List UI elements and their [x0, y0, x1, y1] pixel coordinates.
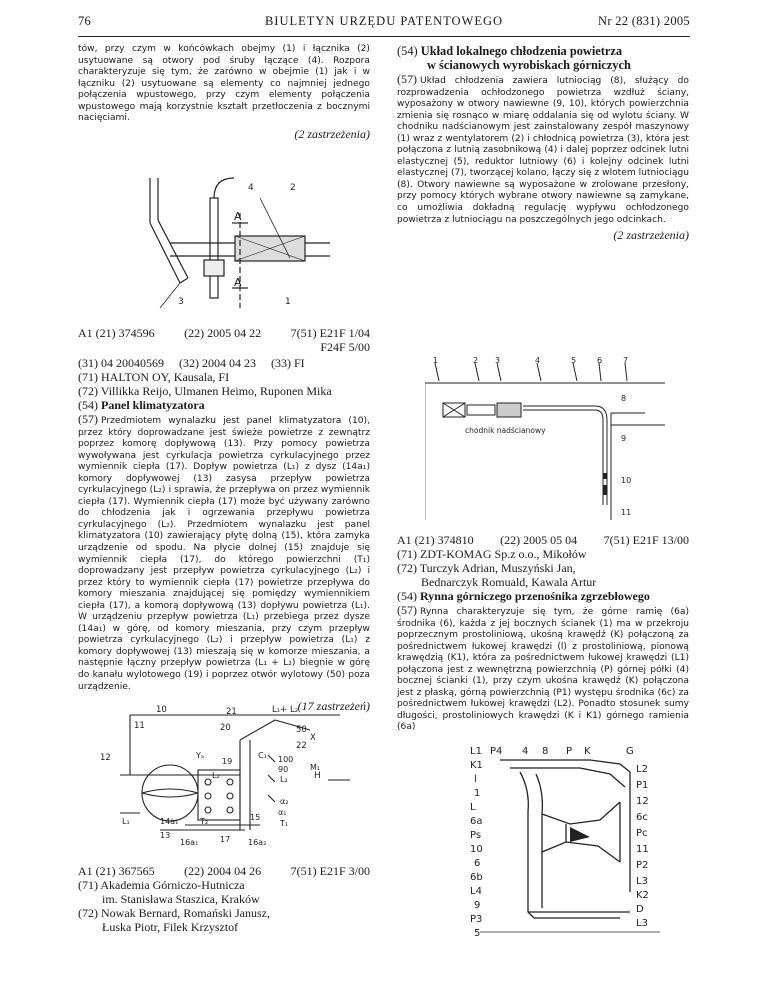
entry3-inventors1: (72) Nowak Bernard, Romański Janusz,: [78, 906, 270, 920]
header-rule: [78, 36, 690, 37]
fig4-G: G: [626, 746, 634, 757]
entry2-priority: [78, 356, 370, 370]
fig2-x: X: [310, 733, 316, 743]
entry4-a1: A1 (21) 374810: [397, 533, 474, 547]
fig2-50: 50: [296, 725, 307, 735]
fig4-6: 6: [474, 858, 481, 869]
fig2-t1: T₁: [280, 819, 289, 828]
fig2-t2: T₂: [200, 817, 209, 826]
fig1-label-a-top: A: [234, 210, 242, 223]
fig2-17: 17: [220, 835, 231, 844]
intro-text: tów, przy czym w końcówkach obejmy (1) i łącznika (2) usytuowane są otwory pod śruby łączące (4). Rozpora charakteryzuje się tym, że zarówno w obejmie (1) jak i w łączniku (2) usytuowane są elementy co najmniej jednego połączenia wpustowego, przy czym elementy połączenia wpustowego mają korzystnie kształt przetłoczenia z bocznymi nacięciami.: [78, 44, 370, 124]
figure-cooling-system: [425, 355, 675, 525]
fig2-c1: C₁: [258, 751, 267, 760]
fig1-label-2: 2: [290, 183, 296, 193]
fig4-9: 9: [474, 900, 481, 911]
fig3-4: 4: [535, 356, 541, 365]
entry4-inventors2: Bednarczyk Romuald, Kawala Artur: [421, 575, 597, 589]
entry4-abstract-code: (57): [397, 603, 417, 617]
fig3-2: 2: [473, 356, 479, 365]
entry1-abstract-text: Układ chłodzenia zawiera lutniociąg (8), służący do rozprowadzenia ochłodzonego powietrza wzdłuż ściany, wyposażony w otwory nawiewne (9, 10), których powierzchnia zmienia się rosnąco w miarę oddalania się od wylotu ściany. W chodniku nadścianowym jest zainstalowany zespół maszynowy (1) wraz z wentylatorem (2) i chłodnicą powietrza (3), która jest połączona z lutnią zasobnikową (4) i dalej poprzez odcinek lutni elastycznej (5), reduktor lutniowy (6) i kolejny odcinek lutni elastycznej (7), tworzącej kolano, łączy się z wlotem lutniociągu (8). Otwory nawiewne są wyposażone w zrolowane przesłony, przy pomocy których wybrane otwory nawiewne są zamykane, co umożliwia dokładną regulację wypływu ochłodzonego powietrza z lutniociągu na poszczególnych jego odcinkach.: [397, 76, 689, 225]
entry2-prio33: (33) FI: [271, 356, 305, 370]
fig2-l1l2: L₁+ L₂: [272, 705, 299, 715]
fig4-L1: L1: [470, 746, 482, 757]
fig2-90: 90: [278, 765, 289, 774]
entry2-ipc2: F24F 5/00: [320, 340, 370, 354]
fig3-11: 11: [621, 508, 632, 517]
fig4-P3: P3: [470, 914, 483, 925]
fig2-10: 10: [156, 705, 167, 715]
entry4-title: [397, 589, 689, 603]
fig3-7: 7: [623, 356, 629, 365]
fig2-15: 15: [250, 813, 261, 822]
fig2-100: 100: [278, 755, 294, 764]
entry3-first-line: [78, 864, 370, 878]
entry2-first-line: [78, 326, 370, 340]
fig4-L2: L2: [636, 764, 648, 775]
entry1-abstract: [397, 74, 689, 226]
entry2-prio32: (32) 2004 04 23: [179, 356, 256, 370]
entry4-ipc: 7(51) E21F 13/00: [603, 533, 689, 547]
entry4-abstract: [397, 605, 689, 734]
entry3-date22: (22) 2004 04 26: [184, 864, 262, 878]
fig1-label-3: 3: [178, 297, 184, 307]
entry1-title-line2: w ścianowych wyrobiskach górniczych: [427, 58, 631, 72]
fig2-11: 11: [134, 721, 145, 731]
fig4-Ps: Ps: [470, 830, 482, 841]
entry2-abstract: [78, 414, 370, 693]
entry4-first-line: [397, 533, 689, 547]
fig4-D: D: [636, 904, 644, 915]
entry4-date22: (22) 2005 05 04: [500, 533, 578, 547]
fig4-K1: K1: [470, 760, 483, 771]
fig2-22: 22: [296, 741, 307, 751]
right-column-entry1: [397, 44, 689, 247]
entry4-title-code: (54): [397, 589, 417, 603]
fig3-9: 9: [621, 434, 627, 443]
entry2-a1: A1 (21) 374596: [78, 326, 155, 340]
fig4-5: 5: [474, 928, 481, 938]
entry2-title-text: Panel klimatyzatora: [101, 398, 205, 412]
fig2-l2a: L₂: [212, 771, 220, 780]
fig4-1: 1: [474, 788, 481, 799]
figure-panel-klimatyzatora: [100, 700, 360, 860]
fig2-16a2: 16a₂: [248, 838, 267, 847]
fig4-6c: 6c: [636, 812, 648, 823]
fig4-l: l: [474, 774, 477, 785]
page-number: 76: [78, 14, 92, 28]
entry2-inventors: (72) Villikka Reijo, Ulmanen Heimo, Ruponen Mika: [78, 384, 332, 398]
figure-bracket: [140, 168, 340, 318]
fig2-h: H: [314, 771, 321, 781]
entry3-ipc: 7(51) E21F 3/00: [290, 864, 370, 878]
entry2-applicant: (71) HALTON OY, Kausala, FI: [78, 370, 230, 384]
entry3-applicant2: im. Stanisława Staszica, Kraków: [102, 892, 260, 906]
fig2-16a1: 16a₁: [180, 838, 199, 847]
entry2-ipc1: 7(51) E21F 1/04: [290, 326, 370, 340]
fig4-12: 12: [636, 796, 649, 807]
entry1-abstract-code: (57): [397, 72, 417, 86]
entry-374810: [397, 533, 689, 734]
entry2-abstract-text: Przedmiotem wynalazku jest panel klimatyzatora (10), przez który doprowadzane jest świeże powietrze z zewnątrz poprzez komorę dopływową (13). Przy pomocy powietrza wywoływana jest cyrkulacja powietrza cyrkulacyjnego przez wymiennik ciepła (17). Dopływ powietrza (L₁) z dysz (14a₁) komory dopływowej (13) zasysa przepływ powietrza cyrkulacyjnego (L₂) i sprawia, że przepływa on przez wymiennik ciepła (17). Wymiennik ciepła (17) może być używany zarówno do chłodzenia jak i ogrzewania przepływu powietrza cyrkulacyjnego (L₂). Przedmiotem wynalazku jest panel klimatyzatora (10) zawierający płytę dolną (15), która zamyka urządzenie od spodu. Na płycie dolnej (15) znajduje się wymiennik ciepła (17), do którego powierzchni (T₁) doprowadzany jest przepływ powietrza cyrkulacyjnego (L₂) i przez który to wymiennik ciepła (17) powietrze przepływa do komory mieszania znajdującej się pomiędzy wymiennikiem ciepła (17), a komorą dopływową (13) dopływu powietrza (L₁). W urządzeniu przepływ powietrza (L₁) przebiega przez dysze (14a₁) w górę, od komory mieszania, przy czym przepływ powietrza cyrkulacyjnego (L₂) i przepływ powietrza (L₁) z komory dopływowej (13) mieszają się w komorze mieszania, a następnie łączny przepływ powietrza (L₁ + L₂) biegnie w górę do kanału wylotowego (19) i poprzez otwór wylotowy (50) poza urządzenie.: [78, 416, 370, 692]
entry-367565: [78, 864, 370, 934]
entry1-claims: (2 zastrzeżenia): [613, 228, 689, 243]
fig2-m1: M₁: [310, 763, 321, 772]
entry2-date22: (22) 2005 04 22: [184, 326, 262, 340]
fig2-alpha2: α₂: [280, 797, 289, 806]
left-column: [78, 44, 370, 146]
entry2-title: [78, 398, 370, 412]
fig4-Lb: L: [470, 802, 476, 813]
page-header: [78, 14, 690, 34]
fig4-4: 4: [522, 746, 529, 757]
entry2-prio31: (31) 04 20040569: [78, 356, 164, 370]
issue-number: Nr 22 (831) 2005: [598, 14, 690, 28]
entry2-claims: (17 zastrzeżeń): [297, 699, 370, 714]
fig4-6a: 6a: [470, 816, 483, 827]
fig4-L3b: L3: [636, 918, 648, 929]
fig3-8: 8: [621, 394, 627, 403]
entry3-inventors2: Łuska Piotr, Filek Krzysztof: [102, 920, 239, 934]
fig4-10: 10: [470, 844, 483, 855]
fig4-P: P: [566, 746, 573, 757]
fig2-ya: Yₐ: [196, 751, 205, 760]
entry4-title-text: Rynna górniczego przenośnika zgrzebłowego: [420, 589, 650, 603]
fig4-P4: P4: [490, 746, 503, 757]
fig3-10: 10: [621, 476, 632, 485]
entry4-inventors1: (72) Turczyk Adrian, Muszyński Jan,: [397, 561, 576, 575]
fig2-alpha1: α₁: [278, 808, 287, 817]
intro-claims: (2 zastrzeżenia): [294, 126, 370, 141]
entry3-applicant1: (71) Akademia Górniczo-Hutnicza: [78, 878, 245, 892]
fig2-13: 13: [160, 831, 171, 840]
entry2-title-code: (54): [78, 398, 98, 412]
fig1-label-1: 1: [285, 297, 291, 307]
fig1-label-4: 4: [248, 183, 254, 193]
fig4-L3: L3: [636, 876, 648, 887]
fig2-19: 19: [222, 757, 233, 766]
fig4-L4: L4: [470, 886, 482, 897]
fig2-20: 20: [220, 723, 231, 733]
figure-rynna: [470, 742, 670, 938]
fig2-14a1: 14a₁: [160, 817, 179, 826]
fig2-21: 21: [226, 707, 237, 717]
fig3-6: 6: [597, 356, 603, 365]
entry1-title: [397, 44, 689, 72]
entry4-applicant: (71) ZDT-KOMAG Sp.z o.o., Mikołów: [397, 547, 587, 561]
entry3-a1: A1 (21) 367565: [78, 864, 155, 878]
fig4-P2: P2: [636, 860, 649, 871]
fig3-3: 3: [495, 356, 501, 365]
journal-title: BIULETYN URZĘDU PATENTOWEGO: [264, 14, 504, 28]
fig3-chodnik: chodnik nadścianowy: [465, 426, 546, 435]
fig2-l1: L₁: [122, 817, 130, 826]
fig4-Pc: Pc: [636, 828, 648, 839]
fig2-l2b: L₂: [280, 775, 288, 784]
fig1-label-a-bottom: A: [234, 276, 242, 289]
entry2-abstract-code: (57): [78, 412, 98, 426]
entry-panel-klimatyzatora: [78, 326, 370, 718]
fig3-5: 5: [571, 356, 577, 365]
entry1-title-code: (54): [397, 44, 418, 58]
fig2-12: 12: [100, 753, 111, 763]
entry4-abstract-text: Rynna charakteryzuje się tym, że górne ramię (6a) środnika (6), każda z jej bocznych ścianek (1) ma w przekroju poprzecznym prostoliniową, ukośną krawędź (K) połączoną za pośrednictwem łukowej krawędzi (l) z prostoliniową, pionową krawędzią (K1), która za pośrednictwem łukowej krawędzi (L1) połączona jest z wewnętrzną powierzchnią (P) górnej półki (4) bocznej ścianki (1), przy czym ukośna krawędź (K) połączona jest z płaską, górną powierzchnią (P1) występu środnika (6c) za pośrednictwem łukowej krawędzi (L2). Ponadto stosunek sumy długości, prostoliniowych krawędzi (K i K1) górnego ramienia (6a): [397, 607, 689, 733]
entry1-title-line1: Układ lokalnego chłodzenia powietrza: [420, 44, 623, 58]
fig4-K: K: [584, 746, 591, 757]
fig4-K2: K2: [636, 890, 649, 901]
fig4-6b: 6b: [470, 872, 483, 883]
fig3-1: 1: [433, 356, 439, 365]
fig4-8: 8: [542, 746, 549, 757]
fig4-11: 11: [636, 844, 649, 855]
fig4-P1: P1: [636, 780, 649, 791]
